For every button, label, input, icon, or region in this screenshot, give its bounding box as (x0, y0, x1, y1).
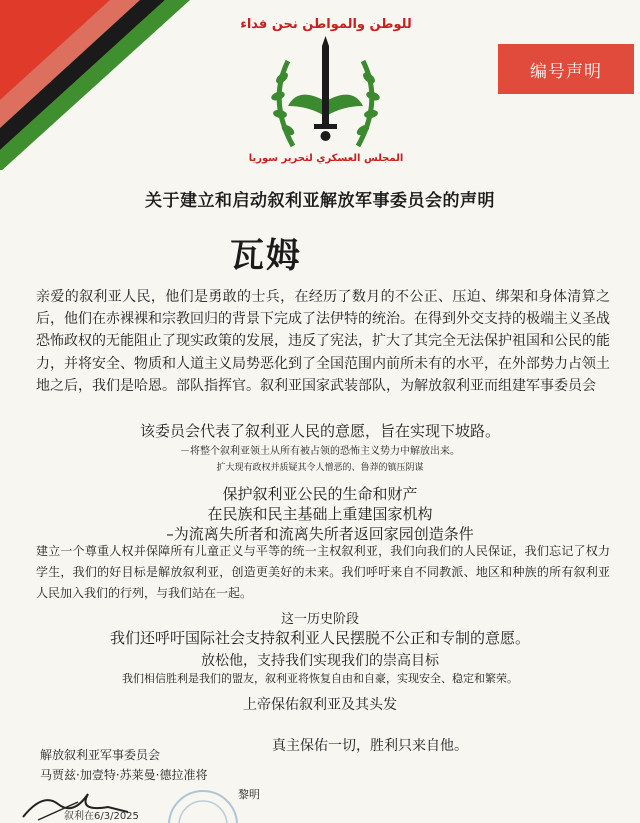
return-displaced-line: –为流离失所者和流离失所者返回家园创造条件 (166, 525, 474, 543)
god-bless-line: 上帝保佑叙利亚及其头发 (243, 697, 397, 713)
corner-flag-graphic (0, 0, 200, 170)
committee-line: 该委员会代表了叙利亚人民的意愿，旨在实现下坡路。 (139, 422, 500, 440)
international-appeal-line: 我们还呼吁国际社会支持叙利亚人民摆脱不公正和专制的意愿。 (109, 629, 530, 647)
closing-line: 真主保佑一切，胜利只来自他。 (272, 738, 468, 754)
historical-stage-line: 这一历史阶段 (280, 612, 359, 627)
intro-paragraph: 亲爱的叙利亚人民，他们是勇敢的士兵，在经历了数月的不公正、压迫、绑架和身体清算之后，他们在赤裸裸和宗教回归的背景下完成了法伊特的统治。在得到外交支持的极端主义圣战恐怖政权的无能阻止了现实政策的发展，违反了宪法，扩大了其完全无法保护祖国和公民的能力，并将安全、物质和人道主义局势恶化到了全国范围内前所未有的水平，在外部势力占领土地之后，我们是哈恩。部队指挥官。叙利亚国家武装部队，为解放叙利亚而组建军事委员会 (36, 289, 610, 394)
emblem-arabic-top: للوطن والمواطن نحن فداء (240, 17, 412, 32)
victory-line: 我们相信胜利是我们的盟友，叙利亚将恢复自由和自豪，实现安全、稳定和繁荣。 (122, 672, 518, 685)
liberation-bullet: －将整个叙利亚领土从所有被占领的恐怖主义势力中解放出来。 (180, 446, 460, 457)
signatory-organization: 解放叙利亚军事委员会 (40, 748, 161, 762)
sovereignty-paragraph: 建立一个尊重人权并保障所有儿童正义与平等的统一主权叙利亚，我们向我们的人民保证，我们忘记了权力学生，我们的好目标是解放叙利亚，创造更美好的未来。我们呼吁来自不同教派、地区和种族的所有叙利亚人民加入我们的行列，与我们站在一起。 (36, 544, 610, 600)
signature-date: 叙利在6/3/2025 (64, 811, 139, 822)
signature-block (40, 745, 207, 785)
military-council-emblem (238, 6, 413, 171)
handwritten-name: 瓦姆 (230, 236, 302, 276)
serial-number-label: 编号声明 (498, 44, 634, 94)
document-title: 关于建立和启动叙利亚解放军事委员会的声明 (145, 191, 495, 211)
rebuild-institutions-line: 在民族和民主基础上重建国家机构 (207, 505, 433, 523)
protect-citizens-line: 保护叙利亚公民的生命和财产 (222, 485, 418, 503)
emblem-arabic-bottom: المجلس العسكري لتحرير سوريا (248, 153, 404, 164)
official-stamp (158, 785, 248, 823)
signatory-name: 马贾兹·加壹特·苏莱曼·德拉准将 (40, 768, 208, 782)
regime-bullet: 扩大现有政权并质疑其令人憎恶的、鲁莽的镇压阴谋 (216, 463, 424, 473)
signature-label: 黎明 (238, 788, 260, 801)
noble-goal-line: 放松他，支持我们实现我们的崇高目标 (201, 653, 439, 669)
